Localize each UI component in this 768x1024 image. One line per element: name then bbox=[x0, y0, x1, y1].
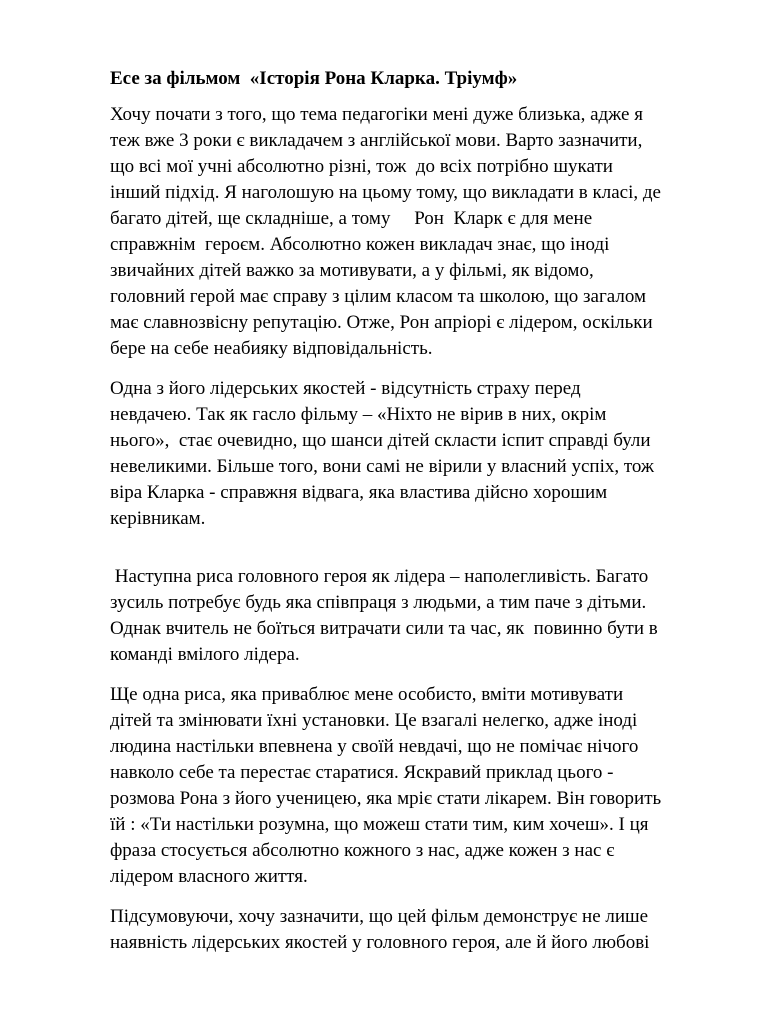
paragraph-intro bbox=[110, 102, 718, 362]
text-line: Хочу почати з того, що тема педагогіки мені дуже близька, адже я bbox=[110, 104, 643, 125]
text-line: звичайних дітей важко за мотивувати, а у фільмі, як відомо, bbox=[110, 260, 594, 281]
text-line: бере на себе неабияку відповідальність. bbox=[110, 338, 433, 359]
paragraph-persistence bbox=[110, 564, 718, 668]
document-body bbox=[110, 66, 718, 970]
text-line: має славнозвісну репутацію. Отже, Рон апріорі є лідером, оскільки bbox=[110, 312, 653, 333]
text-line: справжнім героєм. Абсолютно кожен викладач знає, що іноді bbox=[110, 234, 610, 255]
text-line: головний герой має справу з цілим класом та школою, що загалом bbox=[110, 286, 647, 307]
paragraph-fearlessness bbox=[110, 376, 718, 550]
text-line: наявність лідерських якостей у головного героя, але й його любові bbox=[110, 932, 650, 953]
text-line: Одна з його лідерських якостей - відсутність страху перед bbox=[110, 378, 581, 399]
text-line: багато дітей, ще складніше, а тому Рон Кларк є для мене bbox=[110, 208, 593, 229]
text-line: невеликими. Більше того, вони самі не вірили у власний успіх, тож bbox=[110, 456, 655, 477]
text-line: лідером власного життя. bbox=[110, 866, 308, 887]
text-line: віра Кларка - справжня відвага, яка властива дійсно хорошим bbox=[110, 482, 608, 503]
paragraph-motivation bbox=[110, 682, 718, 890]
text-line: Наступна риса головного героя як лідера – наполегливість. Багато bbox=[110, 566, 649, 587]
text-line: що всі мої учні абсолютно різні, тож до всіх потрібно шукати bbox=[110, 156, 613, 177]
text-line: розмова Рона з його ученицею, яка мріє стати лікарем. Він говорить bbox=[110, 788, 662, 809]
text-line: Ще одна риса, яка приваблює мене особисто, вміти мотивувати bbox=[110, 684, 624, 705]
text-line: нього», стає очевидно, що шанси дітей скласти іспит справді були bbox=[110, 430, 651, 451]
text-line: зусиль потребує будь яка співпраця з людьми, а тим паче з дітьми. bbox=[110, 592, 647, 613]
text-line: Однак вчитель не боїться витрачати сили та час, як повинно бути в bbox=[110, 618, 658, 639]
text-line: керівникам. bbox=[110, 508, 206, 529]
text-line: їй : «Ти настільки розумна, що можеш стати тим, ким хочеш». І ця bbox=[110, 814, 649, 835]
text-line: інший підхід. Я наголошую на цьому тому, що викладати в класі, де bbox=[110, 182, 661, 203]
text-line: фраза стосується абсолютно кожного з нас, адже кожен з нас є bbox=[110, 840, 615, 861]
empty-line bbox=[110, 532, 718, 550]
document-title: Есе за фільмом «Історія Рона Кларка. Тріумф» bbox=[110, 68, 518, 89]
text-line: дітей та змінювати їхні установки. Це взагалі нелегко, адже іноді bbox=[110, 710, 638, 731]
text-line: команді вмілого лідера. bbox=[110, 644, 300, 665]
text-line: людина настільки впевнена у своїй невдачі, що не помічає нічого bbox=[110, 736, 639, 757]
text-line: теж вже 3 роки є викладачем з англійської мови. Варто зазначити, bbox=[110, 130, 643, 151]
paragraph-conclusion bbox=[110, 904, 718, 956]
text-line: Підсумовуючи, хочу зазначити, що цей фільм демонструє не лише bbox=[110, 906, 649, 927]
text-line: навколо себе та перестає старатися. Яскравий приклад цього - bbox=[110, 762, 614, 783]
text-line: невдачею. Так як гасло фільму – «Ніхто не вірив в них, окрім bbox=[110, 404, 607, 425]
